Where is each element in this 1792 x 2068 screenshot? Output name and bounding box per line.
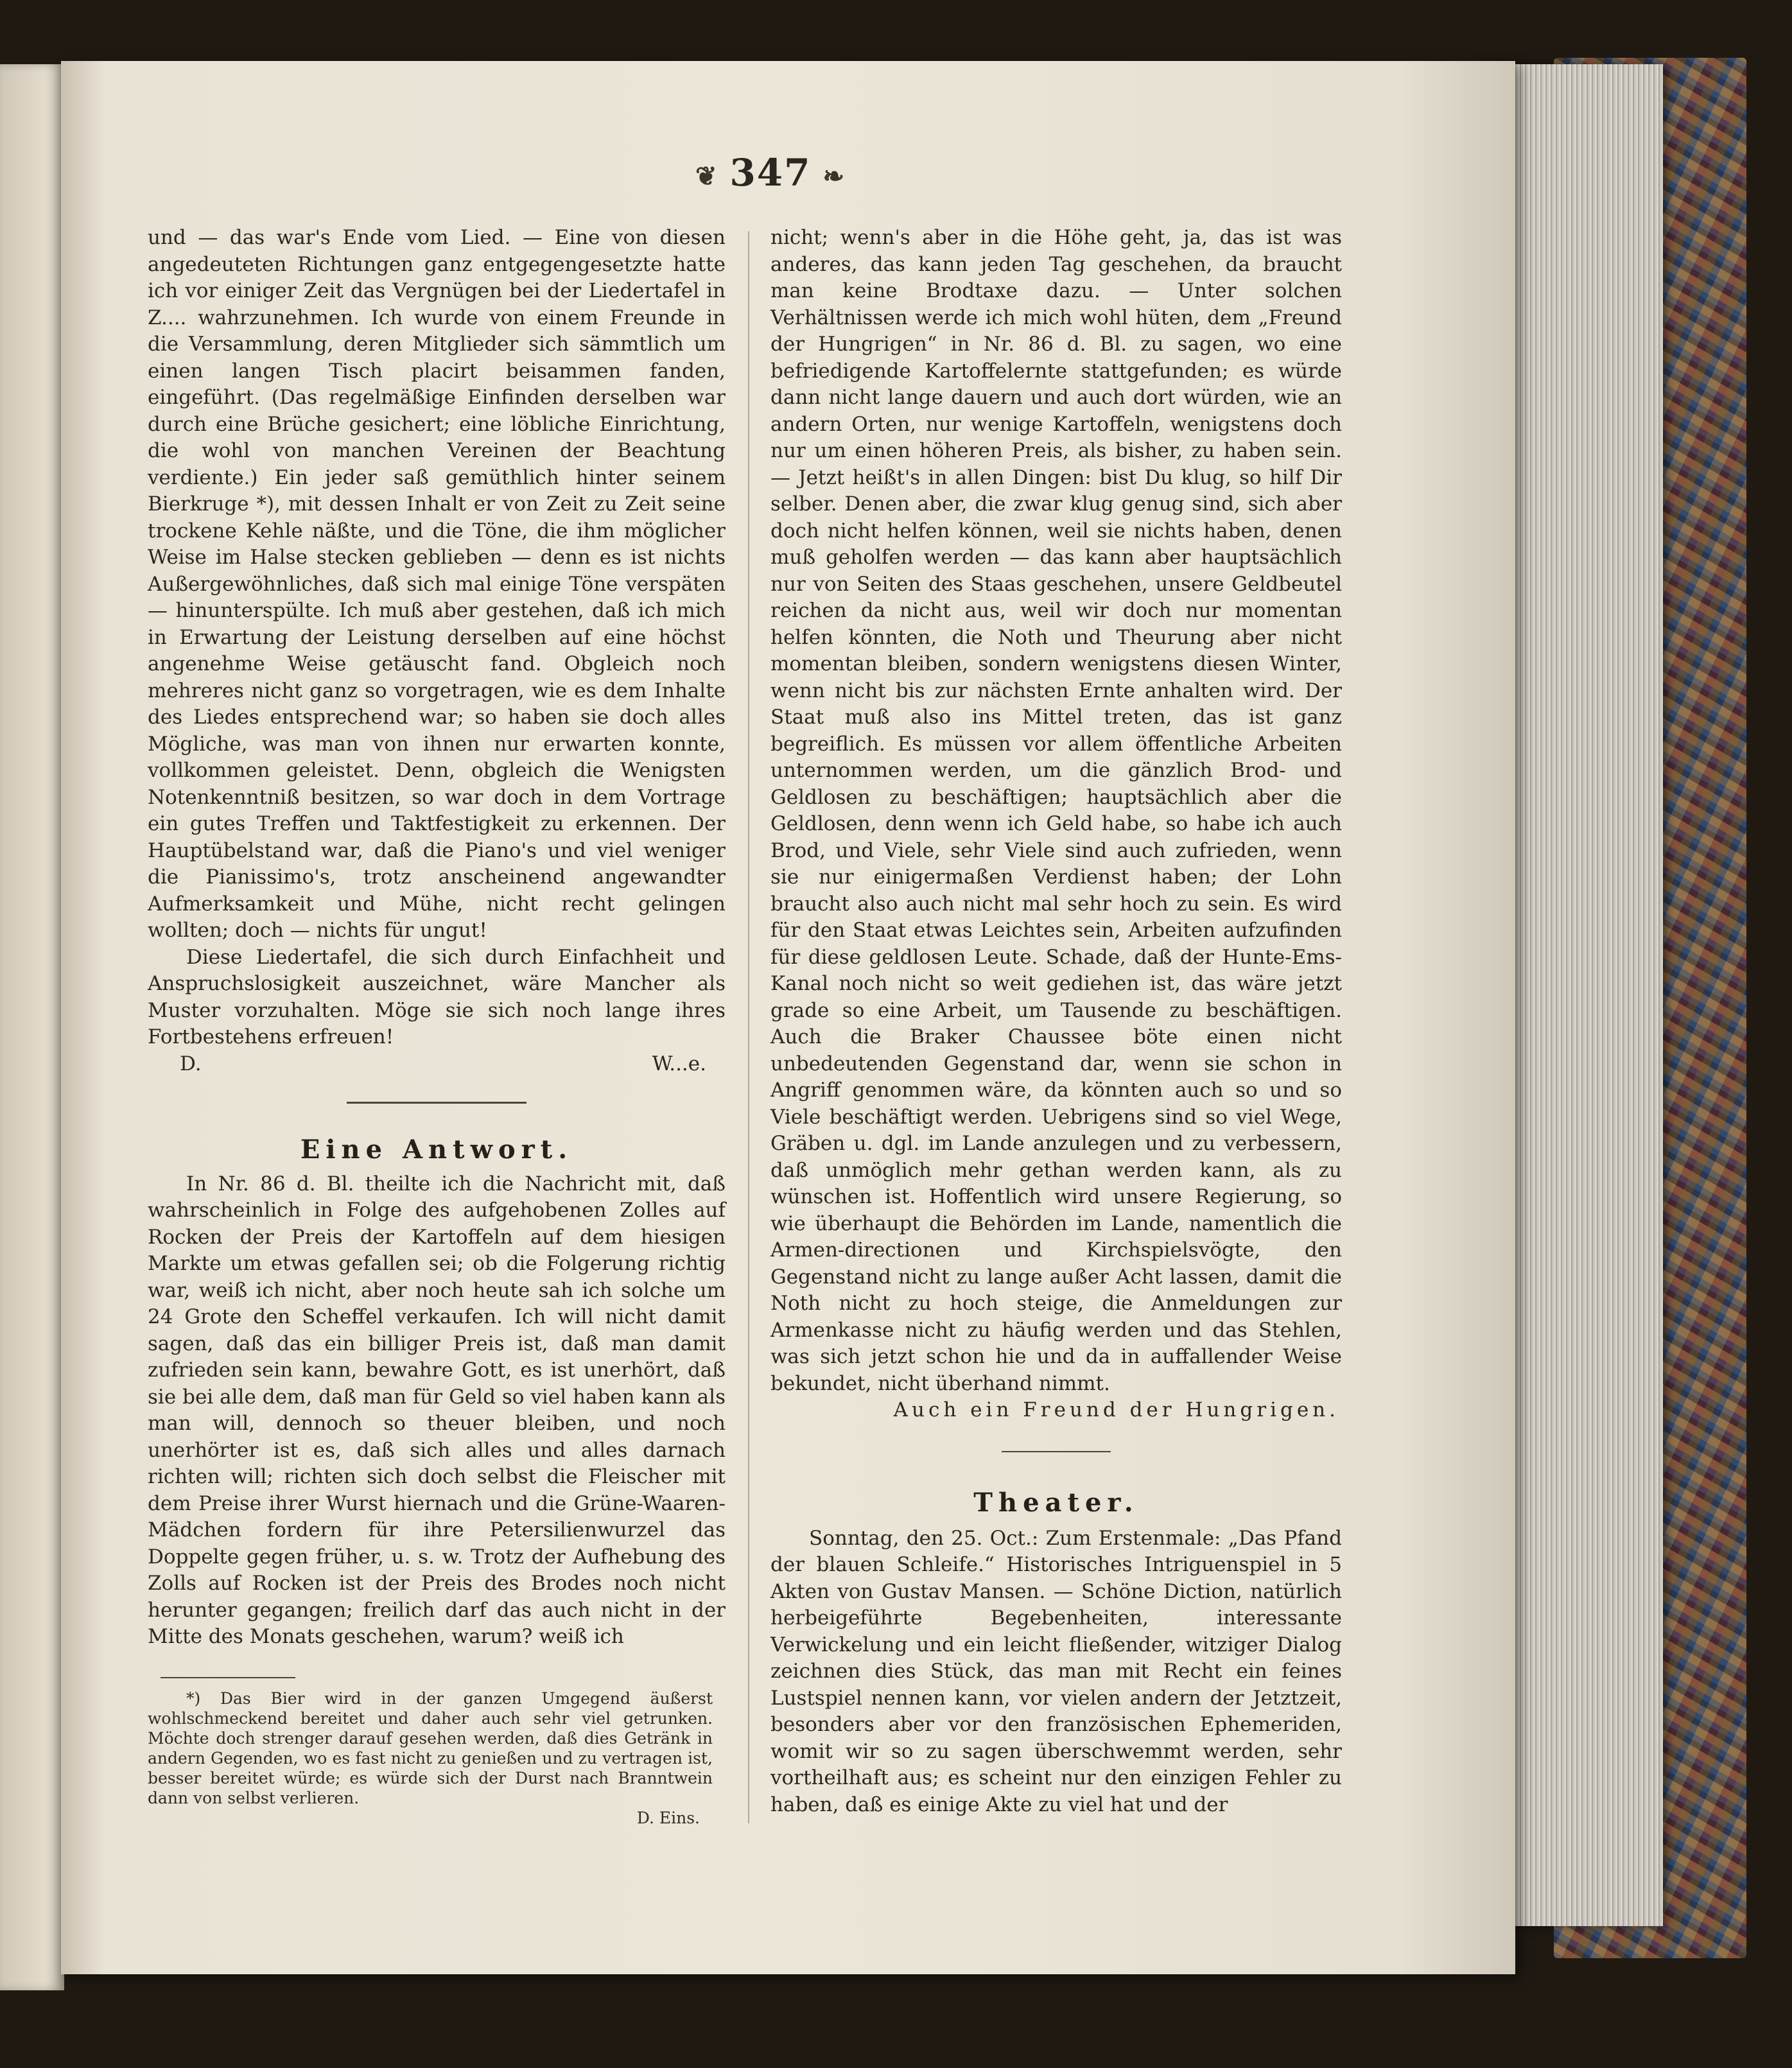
section-title: Eine Antwort.: [300, 1134, 573, 1165]
page-number: 347: [729, 151, 812, 195]
article-signature: Auch ein Freund der Hungrigen.: [893, 1398, 1339, 1421]
ornament-right-icon: ❧: [822, 161, 846, 191]
section-divider: [347, 1102, 526, 1104]
page-header: [642, 151, 899, 195]
answer-article: [148, 1136, 726, 1651]
article-paragraph: In Nr. 86 d. Bl. theilte ich die Nachricht mit, daß wahrscheinlich in Folge des aufgehobenen Zolles auf Rocken der Preis der Kartoffeln auf dem hiesigen Markte um etwas gefallen sei; ob die Folgerung richtig war, weiß ich nicht, aber noch heute sah ich solche um 24 Grote den Scheffel verkaufen. Ich will nicht damit sagen, daß das ein billiger Preis ist, daß man damit zufrieden sein kann, bewahre Gott, es ist unerhört, daß sie bei alle dem, daß man für Geld so viel haben kann als man will, dennoch so theuer bleiben, und noch unerhörter ist es, daß sich alles und alles darnach richten will; richten sich doch selbst die Fleischer mit dem Preise ihrer Wurst hiernach und die Grüne-Waaren-Mädchen fordern für ihre Petersilienwurzel das Doppelte gegen früher, u. s. w. Trotz der Aufhebung des Zolls auf Rocken ist der Preis des Brodes noch nicht herunter gegangen; freilich darf das auch nicht in der Mitte des Monats geschehen, warum? weiß ich: [148, 1172, 726, 1648]
signature-left: D.: [180, 1052, 202, 1075]
left-page-edge: [0, 64, 64, 1990]
footnote: [148, 1689, 713, 1828]
footnote-signature: D. Eins.: [636, 1809, 700, 1827]
footnote-divider: [161, 1677, 295, 1678]
article-paragraph: und — das war's Ende vom Lied. — Eine von diesen angedeuteten Richtungen ganz entgegengesetzte hatte ich vor einiger Zeit das Vergnügen bei der Liedertafel in Z.... wahrzunehmen. Ich wurde von einem Freunde in die Versammlung, deren Mitglieder sich sämmtlich um einen langen Tisch placirt beisammen fanden, eingeführt. (Das regelmäßige Einfinden derselben war durch eine Brüche gesichert; eine löbliche Einrichtung, die wohl von manchen Vereinen der Beachtung verdiente.) Ein jeder saß gemüthlich hinter seinem Bierkruge *), mit dessen Inhalt er von Zeit zu Zeit seine trockene Kehle näßte, und die Töne, die ihm möglicher Weise im Halse stecken geblieben — denn es ist nichts Außergewöhnliches, daß sich mal einige Töne verspäten — hinunterspülte. Ich muß aber gestehen, daß ich mich in Erwartung der Leistung derselben auf eine höchst angenehme Weise getäuscht fand. Obgleich noch mehreres nicht ganz so vorgetragen, wie es dem Inhalte des Liedes entsprechend war; so haben sie doch alles Mögliche, was man von ihnen nur erwarten konnte, vollkommen geleistet. Denn, obgleich die Wenigsten Notenkenntniß besitzen, so war doch in dem Vortrage ein gutes Treffen und Taktfestigkeit zu erkennen. Der Hauptübelstand war, daß die Piano's und viel weniger die Pianissimo's, trotz anscheinend angewandter Aufmerksamkeit und Mühe, nicht recht gelingen wollten; doch — nichts für ungut!: [148, 226, 726, 942]
signature-right: W...e.: [652, 1052, 706, 1075]
column-divider: [748, 231, 749, 1823]
article-paragraph: Diese Liedertafel, die sich durch Einfachheit und Anspruchslosigkeit auszeichnet, wäre Mancher als Muster vorzuhalten. Möge sie sich noch lange ihres Fortbestehens erfreuen!: [148, 945, 726, 1048]
signature-row: [148, 1051, 726, 1078]
article-paragraph: nicht; wenn's aber in die Höhe geht, ja, das ist was anderes, das kann jeden Tag geschehen, da braucht man keine Brodtaxe dazu. — Unter solchen Verhältnissen werde ich mich wohl hüten, dem „Freund der Hungrigen“ in Nr. 86 d. Bl. zu sagen, wo eine befriedigende Kartoffelernte stattgefunden; es würde dann nicht lange dauern und auch dort würden, wie an andern Orten, nur wenige Kartoffeln, wenigstens doch nur um einen höheren Preis, als bisher, zu haben sein. — Jetzt heißt's in allen Dingen: bist Du klug, so hilf Dir selber. Denen aber, die zwar klug genug sind, sich aber doch nicht helfen können, weil sie nichts haben, denen muß geholfen werden — das kann aber hauptsächlich nur von Seiten des Staas geschehen, unsere Geldbeutel reichen da nicht aus, weil wir doch nur momentan helfen könnten, die Noth und Theurung aber nicht momentan bleiben, sondern wenigstens diesen Winter, wenn nicht bis zur nächsten Ernte anhalten wird. Der Staat muß also ins Mittel treten, das ist ganz begreiflich. Es müssen vor allem öffentliche Arbeiten unternommen werden, um die gänzlich Brod- und Geldlosen zu beschäftigen; hauptsächlich aber die Geldlosen, denn wenn ich Geld habe, so habe ich auch Brod, und Viele, sehr Viele sind auch zufrieden, wenn sie nur einigermaßen Verdienst haben; der Lohn braucht also auch nicht mal sehr hoch zu sein. Es wird für den Staat etwas Leichtes sein, Arbeiten aufzufinden für diese geldlosen Leute. Schade, daß der Hunte-Ems-Kanal noch nicht so weit gediehen ist, das wäre jetzt grade so eine Arbeit, um Tausende zu beschäftigen. Auch die Braker Chaussee böte einen nicht unbedeutenden Gegenstand dar, wenn sie schon in Angriff genommen wäre, da könnten auch so und so Viele beschäftigt werden. Uebrigens sind so viel Wege, Gräben u. dgl. im Lande anzulegen und zu verbessern, daß unmöglich mehr gethan werden kann, als zu wünschen ist. Hoffentlich wird unsere Regierung, so wie überhaupt die Behörden im Lande, namentlich die Armen-directionen und Kirchspielsvögte, den Gegenstand nicht zu lange außer Acht lassen, damit die Noth nicht zu hoch steige, die Anmeldungen zur Armenkasse nicht zu häufig werden und das Stehlen, was sich jetzt schon hie und da in auffallender Weise bekundet, nicht überhand nimmt.: [770, 226, 1342, 1395]
left-column: [148, 225, 726, 1077]
section-title: Theater.: [973, 1488, 1139, 1518]
theater-article: [770, 1490, 1342, 1818]
article-paragraph: Sonntag, den 25. Oct.: Zum Erstenmale: „Das Pfand der blauen Schleife.“ Historisches Intriguenspiel in 5 Akten von Gustav Mansen. — Schöne Diction, natürlich herbeigeführte Begebenheiten, interessante Verwickelung und ein leicht fließender, witziger Dialog zeichnen dies Stück, das man mit Recht ein feines Lustspiel nennen kann, vor vielen andern der Jetztzeit, besonders aber vor den französischen Ephemeriden, womit wir so zu sagen überschwemmt werden, sehr vortheilhaft aus; es scheint nur den einzigen Fehler zu haben, daß es einige Akte zu viel hat und der: [770, 1526, 1342, 1816]
section-divider: [1002, 1451, 1111, 1452]
right-column: [770, 225, 1342, 1424]
ornament-left-icon: ❦: [695, 161, 718, 191]
footnote-text: *) Das Bier wird in der ganzen Umgegend äußerst wohlschmeckend bereitet und daher auch sehr viel getrunken. Möchte doch strenger darauf gesehen werden, daß dies Getränk in andern Gegenden, wo es fast nicht zu genießen und zu vertragen ist, besser bereitet würde; es würde sich der Durst nach Branntwein dann von selbst verlieren.: [148, 1689, 713, 1807]
